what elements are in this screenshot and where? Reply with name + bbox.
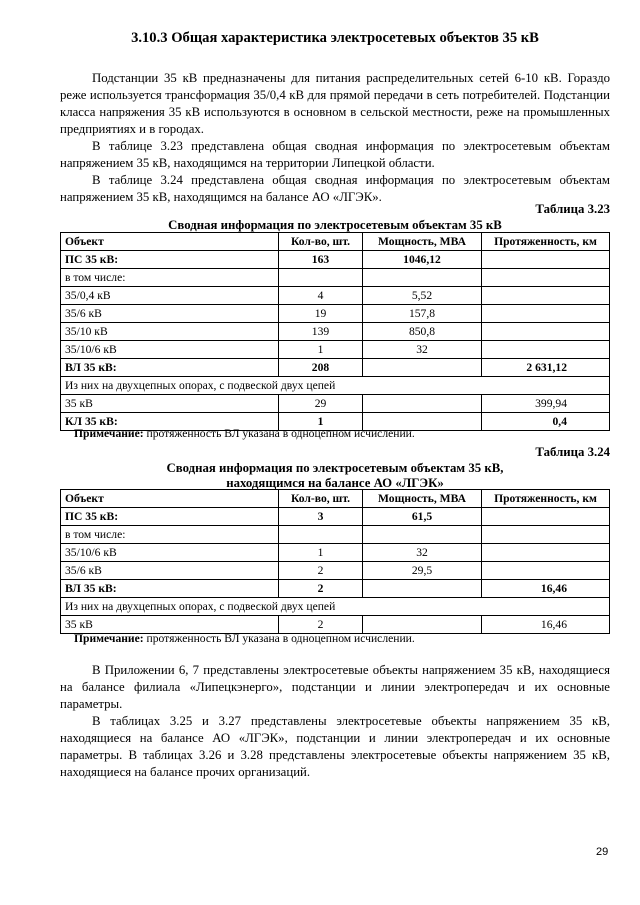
table-row xyxy=(61,562,610,580)
table2-caption-line2: находящимся на балансе АО «ЛГЭК» xyxy=(226,476,444,490)
note-label: Примечание: xyxy=(74,427,144,440)
cell-power xyxy=(363,580,482,598)
cell-count: 4 xyxy=(279,287,363,305)
cell-object: 35/10 кВ xyxy=(61,323,279,341)
cell-object: 35/10/6 кВ xyxy=(61,544,279,562)
cell-power: 61,5 xyxy=(363,508,482,526)
cell-power xyxy=(363,395,482,413)
cell-power: 5,52 xyxy=(363,287,482,305)
cell-power: 850,8 xyxy=(363,323,482,341)
cell-count: 1 xyxy=(279,413,363,431)
cell-count xyxy=(279,269,363,287)
table-3-23 xyxy=(60,232,610,431)
table1-body xyxy=(61,251,610,431)
table-row xyxy=(61,359,610,377)
col-header-power: Мощность, МВА xyxy=(363,490,482,508)
cell-length xyxy=(482,544,610,562)
cell-power: 157,8 xyxy=(363,305,482,323)
section-heading: 3.10.3 Общая характеристика электросетевых объектов 35 кВ xyxy=(131,30,539,46)
cell-length: 399,94 xyxy=(482,395,610,413)
cell-length xyxy=(482,526,610,544)
table-cell-span: Из них на двухцепных опорах, с подвеской двух цепей xyxy=(61,377,610,395)
cell-count: 208 xyxy=(279,359,363,377)
cell-count: 1 xyxy=(279,341,363,359)
col-header-object: Объект xyxy=(61,233,279,251)
cell-object: 35 кВ xyxy=(61,616,279,634)
table2-body xyxy=(61,508,610,634)
cell-object: 35/0,4 кВ xyxy=(61,287,279,305)
paragraph-3: В таблице 3.24 представлена общая сводная информация по электросетевым объектам напряжением 35 кВ, находящимся на балансе АО «ЛГЭК». xyxy=(60,173,610,204)
table-cell-span: Из них на двухцепных опорах, с подвеской двух цепей xyxy=(61,598,610,616)
cell-count: 29 xyxy=(279,395,363,413)
table1-number: Таблица 3.23 xyxy=(535,202,610,216)
table-row xyxy=(61,323,610,341)
paragraph-1: Подстанции 35 кВ предназначены для питания распределительных сетей 6-10 кВ. Гораздо реже используется трансформация 35/0,4 кВ для прямой передачи в сеть потребителей. Подстанции класса напряжения 35 кВ используются в основном в сельской местности, реже на промышленных предприятиях и в городах. xyxy=(60,71,610,136)
table-row xyxy=(61,544,610,562)
col-header-count: Кол-во, шт. xyxy=(279,490,363,508)
cell-length xyxy=(482,562,610,580)
cell-power xyxy=(363,269,482,287)
col-header-count: Кол-во, шт. xyxy=(279,233,363,251)
cell-count xyxy=(279,526,363,544)
table1-caption: Сводная информация по электросетевым объектам 35 кВ xyxy=(168,218,502,232)
cell-power: 29,5 xyxy=(363,562,482,580)
paragraph-4: В Приложении 6, 7 представлены электросетевые объекты напряжением 35 кВ, находящиеся на балансе филиала «Липецкэнерго», подстанции и линии электропередач и их основные параметры. xyxy=(60,663,610,711)
paragraph-2: В таблице 3.23 представлена общая сводная информация по электросетевым объектам напряжением 35 кВ, находящимся на территории Липецкой области. xyxy=(60,139,610,170)
table-row xyxy=(61,598,610,616)
table-row xyxy=(61,341,610,359)
cell-object: ПС 35 кВ: xyxy=(61,251,279,269)
cell-count: 139 xyxy=(279,323,363,341)
table-row xyxy=(61,395,610,413)
cell-length: 16,46 xyxy=(482,616,610,634)
cell-count: 1 xyxy=(279,544,363,562)
table-row xyxy=(61,508,610,526)
cell-power xyxy=(363,359,482,377)
note-text: протяженность ВЛ указана в одноцепном исчислении. xyxy=(143,427,415,440)
cell-object: 35/10/6 кВ xyxy=(61,341,279,359)
table-row xyxy=(61,377,610,395)
cell-count: 2 xyxy=(279,580,363,598)
col-header-length: Протяженность, км xyxy=(482,233,610,251)
cell-count: 2 xyxy=(279,562,363,580)
table-row xyxy=(61,251,610,269)
table2-caption-line1: Сводная информация по электросетевым объектам 35 кВ, xyxy=(166,461,504,475)
col-header-object: Объект xyxy=(61,490,279,508)
cell-length: 0,4 xyxy=(482,413,610,431)
cell-object: КЛ 35 кВ: xyxy=(61,413,279,431)
cell-length xyxy=(482,269,610,287)
cell-object: ВЛ 35 кВ: xyxy=(61,359,279,377)
cell-power xyxy=(363,526,482,544)
cell-length: 2 631,12 xyxy=(482,359,610,377)
cell-length xyxy=(482,323,610,341)
table-3-24 xyxy=(60,489,610,634)
table-row xyxy=(61,616,610,634)
page-number: 29 xyxy=(596,846,609,858)
table1-note xyxy=(74,427,415,440)
note-label: Примечание: xyxy=(74,632,144,645)
cell-object: в том числе: xyxy=(61,269,279,287)
table-row xyxy=(61,580,610,598)
cell-object: 35 кВ xyxy=(61,395,279,413)
cell-object: в том числе: xyxy=(61,526,279,544)
col-header-length: Протяженность, км xyxy=(482,490,610,508)
paragraph-5: В таблицах 3.25 и 3.27 представлены электросетевые объекты напряжением 35 кВ, находящиеся на балансе АО «ЛГЭК», подстанции и линии электропередач и их основные параметры. В таблицах 3.26 и 3.28 представлены электросетевые объекты напряжением 35 кВ, находящиеся на балансе прочих организаций. xyxy=(60,714,610,779)
table2-note xyxy=(74,632,415,645)
table-header-row xyxy=(61,233,610,251)
cell-object: 35/6 кВ xyxy=(61,562,279,580)
table-row xyxy=(61,287,610,305)
table-row xyxy=(61,269,610,287)
cell-length xyxy=(482,305,610,323)
cell-object: 35/6 кВ xyxy=(61,305,279,323)
cell-power: 32 xyxy=(363,544,482,562)
table-row xyxy=(61,305,610,323)
table2-number: Таблица 3.24 xyxy=(535,445,610,459)
cell-count: 19 xyxy=(279,305,363,323)
cell-length xyxy=(482,287,610,305)
cell-length: 16,46 xyxy=(482,580,610,598)
table-row xyxy=(61,526,610,544)
col-header-power: Мощность, МВА xyxy=(363,233,482,251)
cell-object: ВЛ 35 кВ: xyxy=(61,580,279,598)
cell-count: 3 xyxy=(279,508,363,526)
cell-power: 1046,12 xyxy=(363,251,482,269)
cell-length xyxy=(482,508,610,526)
cell-power: 32 xyxy=(363,341,482,359)
cell-count: 2 xyxy=(279,616,363,634)
cell-power xyxy=(363,616,482,634)
cell-length xyxy=(482,251,610,269)
table-header-row xyxy=(61,490,610,508)
cell-length xyxy=(482,341,610,359)
cell-object: ПС 35 кВ: xyxy=(61,508,279,526)
note-text: протяженность ВЛ указана в одноцепном исчислении. xyxy=(143,632,415,645)
cell-count: 163 xyxy=(279,251,363,269)
